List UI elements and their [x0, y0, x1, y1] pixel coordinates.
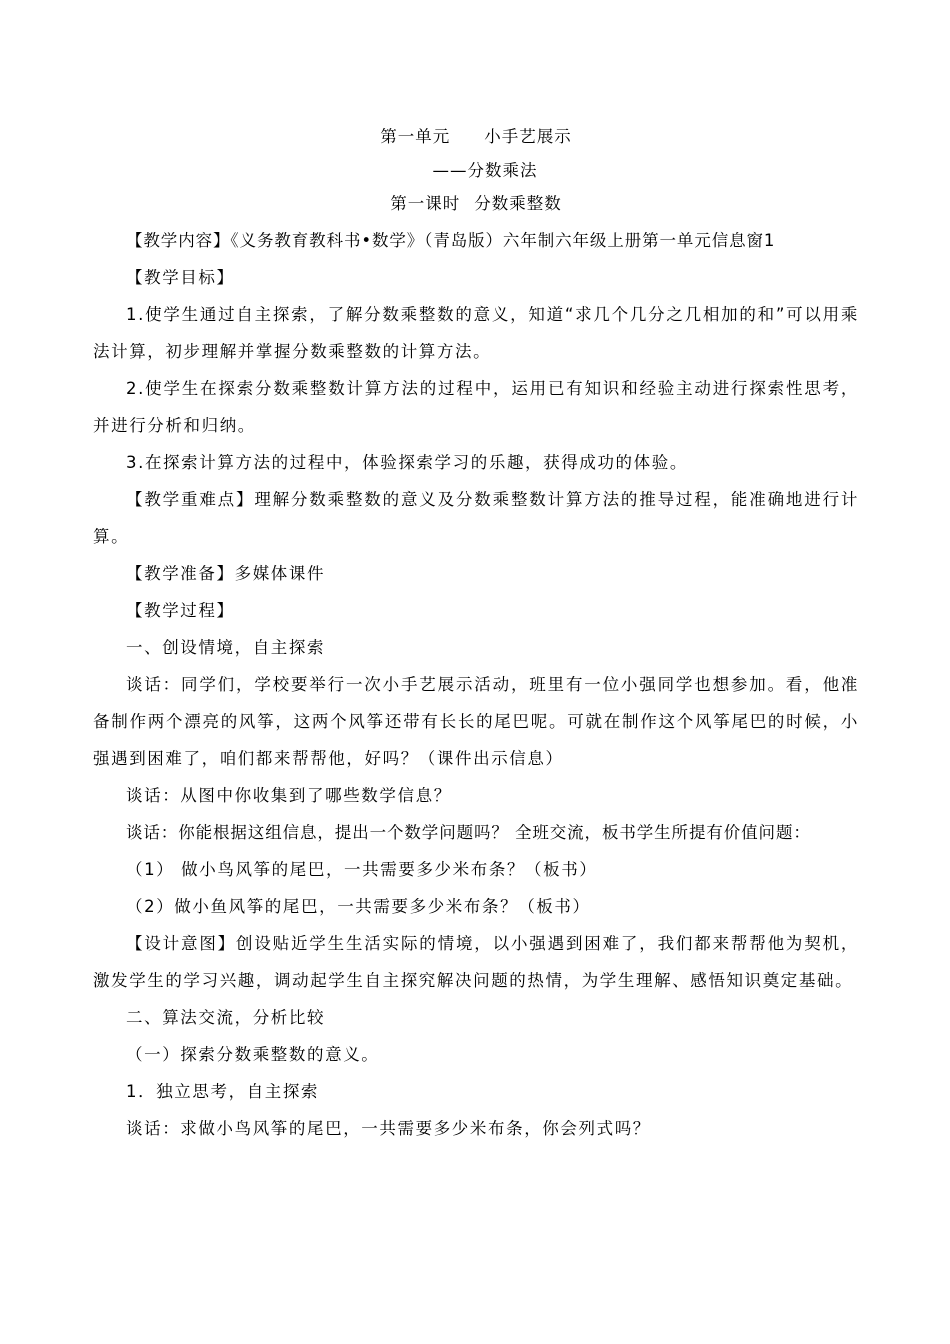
subsection-1-heading: （一）探索分数乘整数的意义。 [126, 1045, 380, 1064]
goal-1: 1.使学生通过自主探索，了解分数乘整数的意义，知道“求几个几分之几相加的和”可以用乘法计算，初步理解并掌握分数乘整数的计算方法。 [93, 305, 859, 361]
unit-number: 第一单元 [380, 127, 451, 146]
teaching-preparation: 【教学准备】多媒体课件 [126, 564, 326, 583]
question-1: （1） 做小鸟风筝的尾巴，一共需要多少米布条？（板书） [126, 860, 598, 879]
goal-3: 3.在探索计算方法的过程中，体验探索学习的乐趣，获得成功的体验。 [126, 453, 688, 472]
key-points: 【教学重难点】理解分数乘整数的意义及分数乘整数计算方法的推导过程，能准确地进行计算。 [93, 490, 859, 546]
goal-2: 2.使学生在探索分数乘整数计算方法的过程中，运用已有知识和经验主动进行探索性思考，并进行分析和归纳。 [93, 379, 859, 435]
step-1-heading: 1．独立思考，自主探索 [126, 1082, 320, 1101]
section-2-heading: 二、算法交流，分析比较 [126, 1008, 326, 1027]
document-page [93, 118, 859, 1147]
section-1-heading: 一、创设情境，自主探索 [126, 638, 326, 657]
teaching-content: 【教学内容】《义务教育教科书•数学》（青岛版）六年制六年级上册第一单元信息窗1 [126, 231, 776, 250]
dialogue-write-expression: 谈话：求做小鸟风筝的尾巴，一共需要多少米布条，你会列式吗？ [126, 1119, 651, 1138]
subtitle: ——分数乘法 [432, 161, 538, 180]
dialogue-collect-info: 谈话：从图中你收集到了哪些数学信息？ [126, 786, 452, 805]
unit-title: 小手艺展示 [484, 127, 572, 146]
lesson-number: 第一课时 [390, 194, 461, 213]
dialogue-intro: 谈话：同学们，学校要举行一次小手艺展示活动，班里有一位小强同学也想参加。看，他准备制作两个漂亮的风筝，这两个风筝还带有长长的尾巴呢。可就在制作这个风筝尾巴的时候，小强遇到困难了，咱们都来帮帮他，好吗？（课件出示信息） [93, 675, 859, 768]
design-intent: 【设计意图】创设贴近学生生活实际的情境，以小强遇到困难了，我们都来帮帮他为契机，激发学生的学习兴趣，调动起学生自主探究解决问题的热情，为学生理解、感悟知识奠定基础。 [93, 934, 859, 990]
question-2: （2）做小鱼风筝的尾巴，一共需要多少米布条？（板书） [126, 897, 591, 916]
lesson-heading [93, 186, 859, 222]
lesson-title: 分数乘整数 [474, 194, 562, 213]
teaching-goals-heading: 【教学目标】 [126, 268, 235, 287]
teaching-process-heading: 【教学过程】 [126, 601, 235, 620]
unit-heading [93, 118, 859, 156]
dialogue-ask-question: 谈话：你能根据这组信息，提出一个数学问题吗？ 全班交流，板书学生所提有价值问题： [126, 823, 811, 842]
